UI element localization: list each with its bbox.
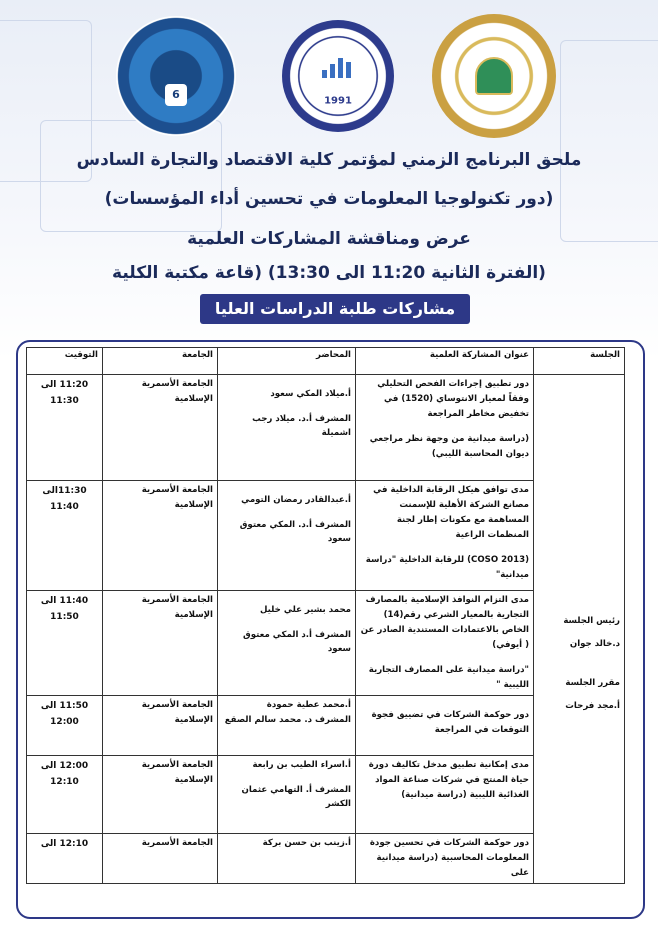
topic-cell bbox=[356, 591, 534, 696]
presenter-name: أ.عبدالقادر رمضان التومي bbox=[241, 495, 351, 505]
presenter-name: أ.اسراء الطيب بن رابعة bbox=[252, 760, 351, 771]
topic-text: دور حوكمة الشركات في تضييق فجوة التوقعات في المراجعة bbox=[371, 710, 529, 736]
category-banner: مشاركات طلبة الدراسات العليا bbox=[200, 294, 470, 324]
supervisor-name: المشرف أ.د. ميلاد رجب اشميلة bbox=[252, 413, 351, 439]
presenter-name: محمد بشير علي خليل bbox=[260, 605, 351, 615]
university-seal-icon bbox=[432, 14, 556, 138]
conference-number: 6 bbox=[165, 84, 187, 106]
decor-panel bbox=[560, 40, 658, 242]
university-cell: الجامعة الأسمرية الإسلامية bbox=[103, 756, 218, 834]
university-cell: الجامعة الأسمرية الإسلامية bbox=[103, 696, 218, 756]
conference-logo-icon bbox=[116, 16, 236, 136]
time-cell: 12:10 الى bbox=[27, 834, 103, 884]
supervisor-name: المشرف أ.د. المكي معتوق سعود bbox=[239, 519, 351, 545]
rapporteur-label: مقرر الجلسة bbox=[565, 678, 620, 689]
rapporteur-name: أ.مجد فرحات bbox=[565, 701, 620, 712]
page-title: ملحق البرنامج الزمني لمؤتمر كلية الاقتصاد والتجارة السادس bbox=[76, 150, 582, 170]
header-presenter: المحاضر bbox=[218, 348, 356, 375]
schedule-table-frame bbox=[16, 340, 645, 919]
schedule-table bbox=[26, 347, 625, 884]
topic-cell bbox=[356, 696, 534, 756]
topic-cell bbox=[356, 834, 534, 884]
time-cell: 11:40 الى 11:50 bbox=[27, 591, 103, 696]
university-cell: الجامعة الأسمرية الإسلامية bbox=[103, 481, 218, 591]
decor-panel bbox=[40, 120, 222, 232]
university-cell: الجامعة الأسمرية الإسلامية bbox=[103, 375, 218, 481]
presenter-cell bbox=[218, 696, 356, 756]
faculty-year: 1991 bbox=[324, 95, 352, 107]
presenter-name: أ.محمد عطية حمودة bbox=[266, 700, 351, 711]
faculty-logo-icon bbox=[282, 20, 394, 132]
topic-text: دور حوكمة الشركات في تحسين جودة المعلومات المحاسبية (دراسة ميدانية على bbox=[369, 838, 529, 879]
topic-cell bbox=[356, 481, 534, 591]
header-time: التوقيت bbox=[27, 348, 103, 375]
topic-cell bbox=[356, 756, 534, 834]
topic-cell bbox=[356, 375, 534, 481]
mosque-dome-icon bbox=[475, 57, 513, 95]
supervisor-name: المشرف أ.د المكي معتوق سعود bbox=[243, 629, 351, 655]
presenter-name: أ.زينب بن حسن بركة bbox=[262, 838, 351, 849]
conference-theme: (دور تكنولوجيا المعلومات في تحسين أداء المؤسسات) bbox=[104, 189, 554, 209]
presenter-cell bbox=[218, 756, 356, 834]
topic-subtext: "دراسة ميدانية على المصارف التجارية الليبية " bbox=[368, 665, 529, 691]
supervisor-name: المشرف أ. التهامي عثمان الكشر bbox=[241, 784, 351, 810]
university-cell: الجامعة الأسمرية bbox=[103, 834, 218, 884]
topic-subtext: (دراسة ميدانية من وجهة نظر مراجعي ديوان المحاسبة الليبي) bbox=[369, 434, 529, 460]
chair-label: رئيس الجلسة bbox=[563, 616, 620, 627]
section-title: عرض ومناقشة المشاركات العلمية bbox=[187, 229, 471, 249]
header-university: الجامعة bbox=[103, 348, 218, 375]
session-cell bbox=[534, 375, 625, 884]
topic-text: مدى توافق هيكل الرقابة الداخلية في مصانع الشركة الأهلية للإسمنت المساهمة مع مكونات إطار لجنة المنظمات الراعية bbox=[373, 485, 529, 541]
presenter-cell bbox=[218, 481, 356, 591]
topic-text: مدى التزام النوافذ الإسلامية بالمصارف التجارية بالمعيار الشرعي رقم(14) الخاص بالاعتمادات المستندية الصادر عن ( أيوفي) bbox=[360, 595, 529, 651]
topic-text: دور تطبيق إجراءات الفحص التحليلي وفقاً لمعيار الانتوساي (1520) في تخفيض مخاطر المراجعة bbox=[377, 379, 529, 420]
header-topic: عنوان المشاركة العلمية bbox=[356, 348, 534, 375]
presenter-name: أ.ميلاد المكي سعود bbox=[270, 389, 351, 399]
topic-text: مدى إمكانية تطبيق مدخل تكاليف دورة حياة المنتج في شركات صناعة المواد الغذائية الليبية (دراسة ميدانية) bbox=[368, 760, 529, 801]
presenter-cell bbox=[218, 591, 356, 696]
chair-name: د.خالد جوان bbox=[569, 639, 620, 650]
chart-bars-icon bbox=[322, 56, 354, 78]
time-cell: 11:50 الى 12:00 bbox=[27, 696, 103, 756]
time-cell: 11:30الى 11:40 bbox=[27, 481, 103, 591]
table-header-row bbox=[27, 348, 625, 375]
topic-subtext: (COSO 2013) للرقابة الداخلية "دراسة ميدانية" bbox=[365, 555, 529, 581]
period-info: (الفترة الثانية 11:20 الى 13:30) (قاعة مكتبة الكلية bbox=[112, 263, 546, 283]
presenter-cell bbox=[218, 834, 356, 884]
supervisor-name: المشرف د. محمد سالم الصقع bbox=[224, 714, 351, 725]
time-cell: 12:00 الى 12:10 bbox=[27, 756, 103, 834]
university-cell: الجامعة الأسمرية الإسلامية bbox=[103, 591, 218, 696]
header-session: الجلسة bbox=[534, 348, 625, 375]
presenter-cell bbox=[218, 375, 356, 481]
time-cell: 11:20 الى 11:30 bbox=[27, 375, 103, 481]
table-row bbox=[27, 375, 625, 481]
